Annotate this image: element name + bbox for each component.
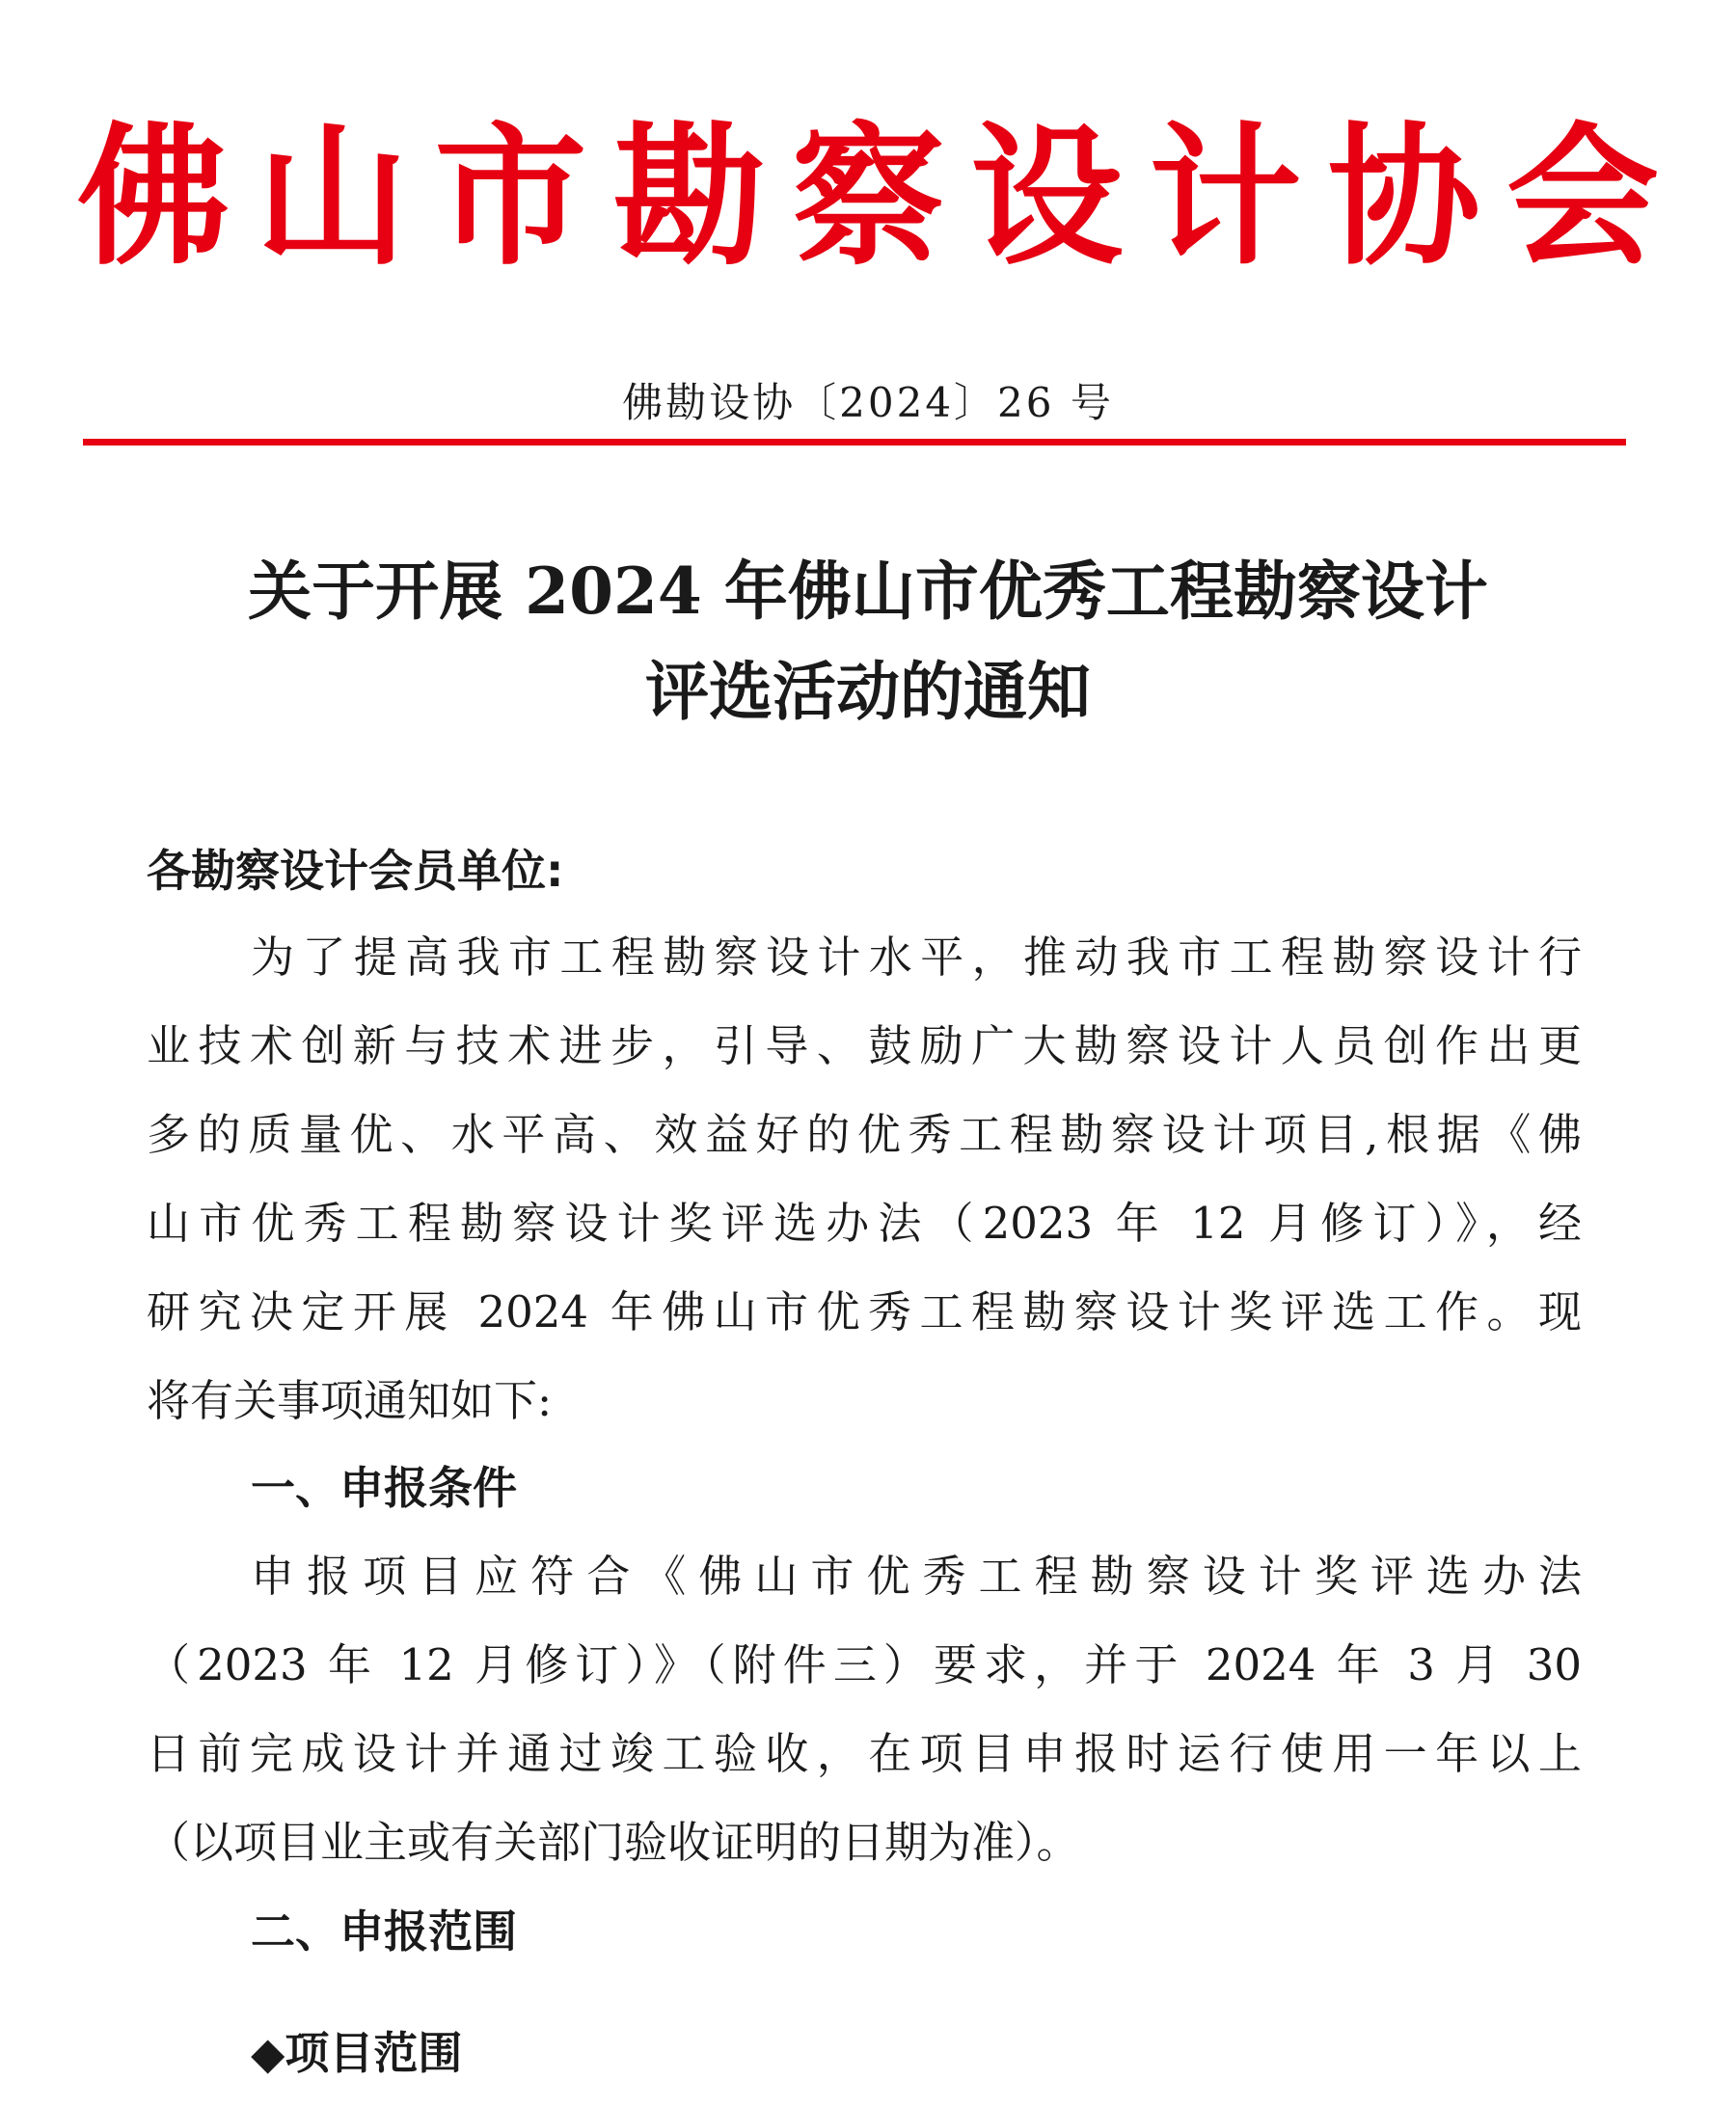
salutation: 各勘察设计会员单位: <box>147 845 564 897</box>
body-line: （以项目业主或有关部门验收证明的日期为准）。 <box>147 1817 1080 1868</box>
body-line: 业技术创新与技术进步，引导、鼓励广大勘察设计人员创作出更 <box>147 1020 1582 1071</box>
document-title-line1: 关于开展 2024 年佛山市优秀工程勘察设计 <box>248 554 1488 629</box>
body-line: 多的质量优、水平高、效益好的优秀工程勘察设计项目,根据《佛 <box>147 1109 1582 1160</box>
masthead-char: 佛 <box>77 109 230 286</box>
body-line: 日前完成设计并通过竣工验收，在项目申报时运行使用一年以上 <box>147 1728 1582 1779</box>
body-line: （2023 年 12 月修订）》（附件三）要求，并于 2024 年 3 月 30 <box>147 1639 1582 1690</box>
masthead-char: 计 <box>1149 109 1302 286</box>
masthead-char: 设 <box>970 109 1124 286</box>
section-heading: 一、申报条件 <box>251 1462 517 1514</box>
masthead-char: 勘 <box>612 109 766 286</box>
masthead-char: 山 <box>256 109 409 286</box>
masthead-char: 协 <box>1327 109 1480 286</box>
section-heading: 二、申报范围 <box>251 1905 517 1958</box>
body-line: 研究决定开展 2024 年佛山市优秀工程勘察设计奖评选工作。现 <box>147 1286 1582 1337</box>
issuer-masthead <box>77 109 1659 286</box>
masthead-char: 察 <box>792 109 944 286</box>
body-line: 将有关事项通知如下: <box>147 1375 553 1426</box>
masthead-char: 会 <box>1506 109 1659 286</box>
document-title-line2: 评选活动的通知 <box>645 654 1091 729</box>
body-line: 山市优秀工程勘察设计奖评选办法（2023 年 12 月修订）》，经 <box>147 1198 1582 1249</box>
section-subheading: ◆项目范围 <box>251 2027 463 2079</box>
body-line: 申报项目应符合《佛山市优秀工程勘察设计奖评选办法 <box>251 1551 1582 1602</box>
body-line: 为了提高我市工程勘察设计水平，推动我市工程勘察设计行 <box>251 932 1582 983</box>
document-number: 佛勘设协〔2024〕26 号 <box>622 379 1114 426</box>
masthead-char: 市 <box>434 109 587 286</box>
red-divider <box>83 439 1626 446</box>
